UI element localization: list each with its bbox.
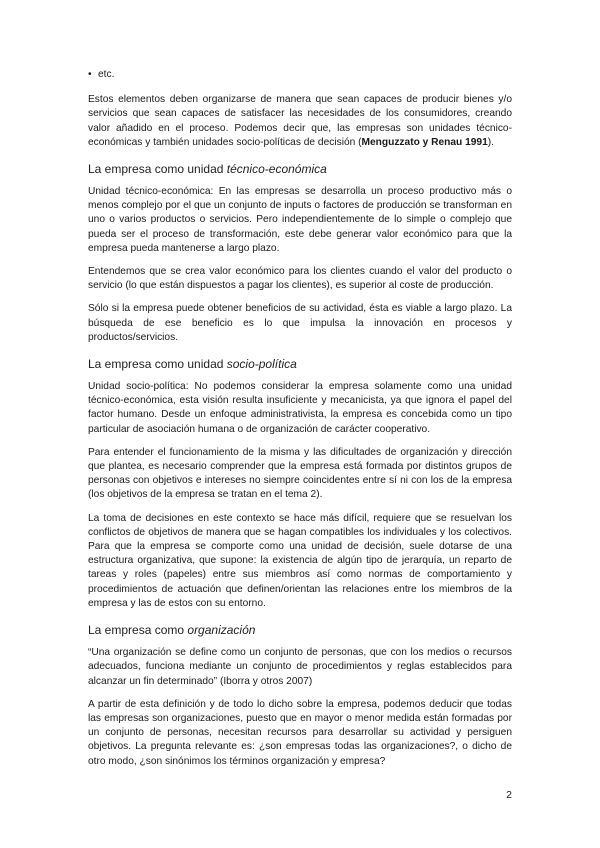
paragraph-socio-3: La toma de decisiones en este contexto se hace más difícil, requiere que se resuelvan los conflictos de objetivos de manera que se hagan compatibles los individuales y los colectivos. Para que la empresa se comporte como una unidad de decisión, suele dotarse de una estructura organizativa, que supone: la existencia de algún tipo de jerarquía, un reparto de tareas y roles (papeles) entre sus miembros así como normas de comportamiento y procedimientos de actuación que definen/orientan las relaciones entre los miembros de la empresa y las de estos con su entorno. xyxy=(88,512,512,609)
page-number: 2 xyxy=(506,789,512,801)
bullet-item xyxy=(88,68,512,82)
citation-menguzzato: Menguzzato y Renau 1991 xyxy=(361,136,488,148)
paragraph-tecnico-1: Unidad técnico-económica: En las empresas se desarrolla un proceso productivo más o menos complejo por el que un conjunto de inputs o factores de producción se transforman en uno o varios productos o servicios. Pero independientemente de lo simple o complejo que pueda ser el proceso de transformación, este debe generar valor económico para que la empresa pueda mantenerse a largo plazo. xyxy=(88,186,512,254)
paragraph-socio-1: Unidad socio-política: No podemos considerar la empresa solamente como una unidad técnico-económica, esta visión resulta insuficiente y mecanicista, ya que ignora el papel del factor humano. Desde un enfoque administrativista, la empresa es concebida como un tipo particular de asociación humana o de organización de carácter cooperativo. xyxy=(88,381,512,435)
paragraph-tecnico-3: Sólo si la empresa puede obtener beneficios de su actividad, ésta es viable a largo plazo. La búsqueda de ese beneficio es lo que impulsa la innovación en procesos y productos/servicios. xyxy=(88,303,512,343)
heading-tecnico-economica: La empresa como unidad técnico-económica xyxy=(88,162,327,177)
bullet-text: etc. xyxy=(98,69,115,80)
intro-paragraph: Estos elementos deben organizarse de manera que sean capaces de producir bienes y/o servicios que sean capaces de satisfacer las necesidades de los consumidores, creando valor añadido en el proceso. Podemos decir que, las empresas son unidades técnico-económicas y también unidades socio-políticas de decisión (Menguzzato y Renau 1991). xyxy=(88,94,512,148)
heading-organizacion: La empresa como organización xyxy=(88,623,256,638)
paragraph-org-2: A partir de esta definición y de todo lo dicho sobre la empresa, podemos deducir que todas las empresas son organizaciones, puesto que en mayor o menor medida están formadas por un conjunto de personas, necesitan recursos para desarrollar su actividad y persiguen objetivos. La pregunta relevante es: ¿son empresas todas las organizaciones?, o dicho de otro modo, ¿son sinónimos los términos organización y empresa? xyxy=(88,698,512,767)
heading-socio-politica: La empresa como unidad socio-política xyxy=(88,357,297,372)
bullet-symbol: • xyxy=(88,69,92,80)
paragraph-tecnico-2: Entendemos que se crea valor económico para los clientes cuando el valor del producto o servicio (lo que están dispuestos a pagar los clientes), es superior al coste de producción. xyxy=(88,266,512,292)
paragraph-socio-2: Para entender el funcionamiento de la misma y las dificultades de organización y dirección que plantea, es necesario comprender que la empresa está formada por distintos grupos de personas con objetivos e intereses no siempre coincidentes entre sí ni con los de la empresa (los objetivos de la empresa se tratan en el tema 2). xyxy=(88,446,512,501)
paragraph-org-quote: “Una organización se define como un conjunto de personas, que con los medios o recursos adecuados, funciona mediante un conjunto de procedimientos y reglas establecidos para alcanzar un fin determinado” (Iborra y otros 2007) xyxy=(88,647,512,687)
